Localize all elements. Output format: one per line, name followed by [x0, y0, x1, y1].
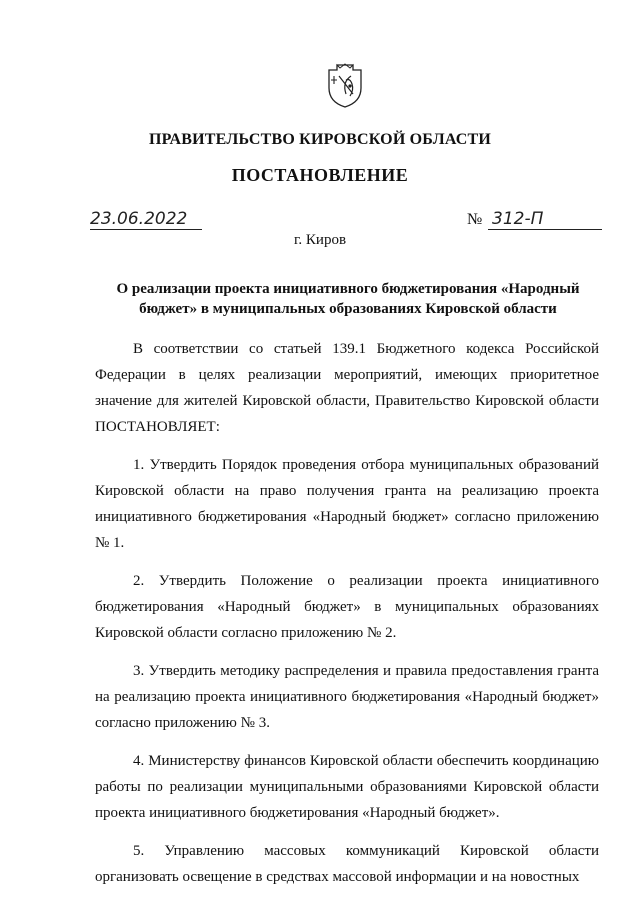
number-sign: №	[467, 211, 483, 228]
government-name: ПРАВИТЕЛЬСТВО КИРОВСКОЙ ОБЛАСТИ	[148, 131, 492, 148]
city-label: г. Киров	[293, 232, 347, 248]
paragraph-item-3: 3. Утвердить методику распределения и правила предоставления гранта на реализацию проекта инициативного бюджетирования «Народный бюджет» согласно приложению № 3.	[95, 663, 599, 731]
document-type: ПОСТАНОВЛЕНИЕ	[231, 165, 409, 185]
paragraph-item-1: 1. Утвердить Порядок проведения отбора муниципальных образований Кировской области на право получения гранта на реализацию проекта инициативного бюджетирования «Народный бюджет» согласно приложению № 1.	[95, 457, 599, 551]
document-body	[95, 336, 599, 890]
document-date: 23.06.2022	[90, 209, 202, 230]
paragraph-item-5: 5. Управлению массовых коммуникаций Кировской области организовать освещение в средствах массовой информации и на новостных	[95, 843, 599, 885]
paragraph-item-4: 4. Министерству финансов Кировской области обеспечить координацию работы по реализации муниципальными образованиями Кировской области проекта инициативного бюджетирования «Народный бюджет».	[95, 753, 599, 821]
paragraph-item-2: 2. Утвердить Положение о реализации проекта инициативного бюджетирования «Народный бюджет» в муниципальных образованиях Кировской области согласно приложению № 2.	[95, 573, 599, 641]
coat-of-arms-emblem	[325, 62, 365, 108]
document-number: 312-П	[488, 209, 602, 230]
paragraph-preamble: В соответствии со статьей 139.1 Бюджетного кодекса Российской Федерации в целях реализации мероприятий, имеющих приоритетное значение для жителей Кировской области, Правительство Кировской области ПОСТАНОВЛЯЕТ:	[95, 341, 599, 435]
document-title: О реализации проекта инициативного бюджетирования «Народный бюджет» в муниципальных образованиях Кировской области	[116, 281, 580, 317]
